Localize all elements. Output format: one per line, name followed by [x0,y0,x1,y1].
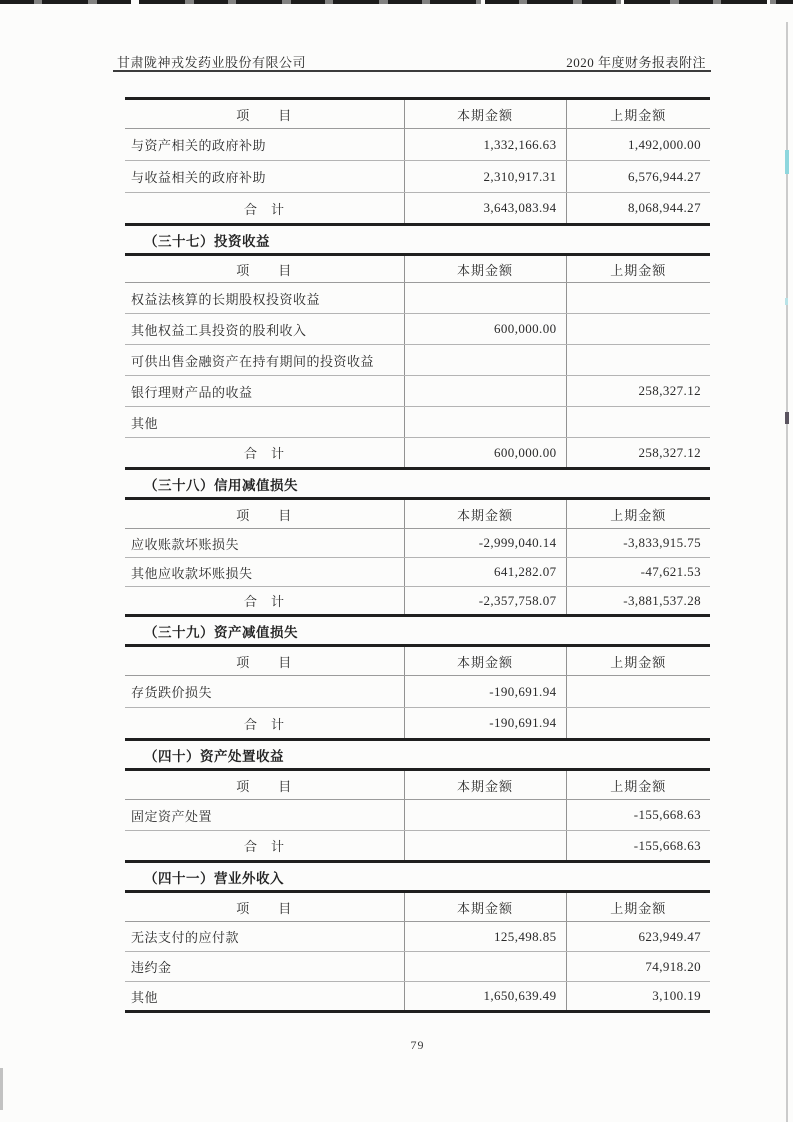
table-asset-impairment [125,644,710,741]
table-row [125,345,710,376]
cell-current: 641,282.07 [404,558,566,587]
section-heading-credit-impairment: （三十八）信用减值损失 [144,477,298,493]
table-asset-disposal [125,768,710,863]
cell-current: 125,498.85 [404,922,566,952]
cell-item: 合 计 [243,446,285,461]
cell-item: 无法支付的应付款 [125,922,404,952]
cell-prior: 6,576,944.27 [566,161,710,193]
table-credit-impairment [125,497,710,617]
cell-item: 固定资产处置 [125,800,404,831]
col-header-prior: 上期金额 [566,770,710,800]
header-rule [113,70,711,72]
section-heading-non-operating-income: （四十一）营业外收入 [144,870,284,886]
cell-prior [566,708,710,740]
table-row [125,161,710,193]
cell-prior [566,314,710,345]
table-government-subsidies [125,97,710,226]
table-header-row [125,646,710,676]
table-row [125,376,710,407]
cell-current [404,283,566,314]
table-header-row [125,255,710,283]
col-header-prior: 上期金额 [566,99,710,129]
col-header-current: 本期金额 [404,646,566,676]
col-header-item: 项 目 [125,892,404,922]
cell-prior [566,407,710,438]
table-total-row [125,438,710,469]
cell-current [404,831,566,862]
cell-item: 权益法核算的长期股权投资收益 [125,283,404,314]
cell-current: -190,691.94 [404,708,566,740]
cell-item: 合 计 [243,839,285,854]
col-header-current: 本期金额 [404,770,566,800]
cell-current [404,376,566,407]
cell-current: 600,000.00 [404,314,566,345]
cell-item: 应收账款坏账损失 [125,529,404,558]
cell-prior [566,283,710,314]
cell-current [404,345,566,376]
table-total-row [125,193,710,225]
cell-current: -2,999,040.14 [404,529,566,558]
scan-artifact-right-edge [786,22,788,1122]
table-header-row [125,770,710,800]
cell-item: 与收益相关的政府补助 [125,161,404,193]
cell-current: 1,332,166.63 [404,129,566,161]
cell-item: 银行理财产品的收益 [125,376,404,407]
cell-prior: -3,833,915.75 [566,529,710,558]
col-header-prior: 上期金额 [566,646,710,676]
cell-current: 600,000.00 [404,438,566,469]
col-header-item: 项 目 [125,499,404,529]
table-non-operating-income [125,890,710,1013]
cell-current [404,952,566,982]
cell-current: 3,643,083.94 [404,193,566,225]
scan-artifact-mark [785,298,788,305]
cell-prior: 1,492,000.00 [566,129,710,161]
cell-current [404,800,566,831]
col-header-prior: 上期金额 [566,892,710,922]
cell-item: 其他 [125,407,404,438]
table-total-row [125,708,710,740]
table-header-row [125,892,710,922]
cell-prior: 258,327.12 [566,376,710,407]
cell-item: 与资产相关的政府补助 [125,129,404,161]
table-total-row [125,587,710,616]
cell-item: 合 计 [243,716,285,732]
cell-prior: 8,068,944.27 [566,193,710,225]
table-row [125,800,710,831]
cell-prior: 74,918.20 [566,952,710,982]
col-header-current: 本期金额 [404,892,566,922]
section-heading-investment-income: （三十七）投资收益 [144,233,270,249]
table-row [125,314,710,345]
table-row [125,558,710,587]
col-header-current: 本期金额 [404,99,566,129]
cell-item: 存货跌价损失 [125,676,404,708]
table-row [125,407,710,438]
cell-current: 1,650,639.49 [404,982,566,1012]
cell-item: 其他应收款坏账损失 [125,558,404,587]
page-number: 79 [410,1038,425,1052]
scan-artifact-mark [0,1068,3,1110]
cell-current: 2,310,917.31 [404,161,566,193]
cell-prior: -47,621.53 [566,558,710,587]
cell-prior: 258,327.12 [566,438,710,469]
cell-prior: -3,881,537.28 [566,587,710,616]
cell-prior [566,345,710,376]
cell-item: 合 计 [243,201,285,217]
col-header-item: 项 目 [125,99,404,129]
section-heading-asset-disposal: （四十）资产处置收益 [144,748,284,764]
table-row [125,129,710,161]
company-name: 甘肃陇神戎发药业股份有限公司 [117,55,307,70]
col-header-prior: 上期金额 [566,255,710,283]
table-row [125,982,710,1012]
table-header-row [125,499,710,529]
report-title: 2020 年度财务报表附注 [566,55,706,70]
col-header-item: 项 目 [125,770,404,800]
cell-prior [566,676,710,708]
cell-current [404,407,566,438]
table-row [125,676,710,708]
col-header-item: 项 目 [125,255,404,283]
cell-prior: 3,100.19 [566,982,710,1012]
col-header-current: 本期金额 [404,255,566,283]
cell-current: -190,691.94 [404,676,566,708]
table-row [125,283,710,314]
table-row [125,922,710,952]
cell-prior: -155,668.63 [566,800,710,831]
col-header-prior: 上期金额 [566,499,710,529]
scan-artifact-mark [785,150,789,174]
cell-prior: -155,668.63 [566,831,710,862]
cell-item: 其他 [131,989,159,1005]
col-header-current: 本期金额 [404,499,566,529]
cell-prior: 623,949.47 [566,922,710,952]
table-total-row [125,831,710,862]
cell-item: 违约金 [125,952,404,982]
section-heading-asset-impairment: （三十九）资产减值损失 [144,624,298,640]
scan-artifact-mark [785,412,789,424]
table-header-row [125,99,710,129]
scan-artifact-top-edge [0,0,793,4]
table-row [125,952,710,982]
cell-item: 合 计 [243,594,285,609]
cell-current: -2,357,758.07 [404,587,566,616]
cell-item: 可供出售金融资产在持有期间的投资收益 [125,345,404,376]
table-row [125,529,710,558]
col-header-item: 项 目 [125,646,404,676]
page-content [125,97,710,1013]
cell-item: 其他权益工具投资的股利收入 [125,314,404,345]
table-investment-income [125,253,710,470]
